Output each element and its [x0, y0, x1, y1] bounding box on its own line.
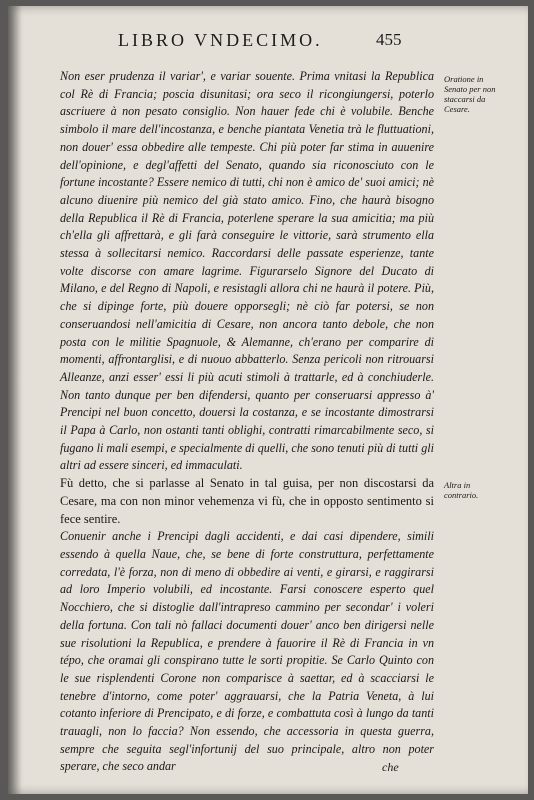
marginal-note-oration: Oratione in Senato per non staccarsi da Cesare.	[444, 74, 496, 114]
paragraph-narration: Fù detto, che si parlasse al Senato in tal guisa, per non discostarsi da Cesare, ma con non minor vehemenza vi fù, che in opposto sentimento si fece sentire.	[60, 476, 434, 526]
paragraph-oration: Non eser prudenza il variar', e variar souente. Prima vnitasi la Republica col Rè di Francia; poscia disunitasi; ora seco il ricongiungersi, poterlo ascriuere à non pesato consiglio. Non hauer fede chi è volubile. Benche simbolo il mare dell'incostanza, e benche piantata Venetia trà le fluttuationi, non douer' essa obbedire alle tempeste. Chi più poter far stima in auuenire dell'opinione, e degl'affetti del Senato, quando sia riconosciuto con le fortune incostante? Essere nemico di tutti, chi non è amico de' suoi amici; nè alcuno diuenire più nemico del già stato amico. Fino, che haurà bisogno della Republica il Rè di Francia, poterlene sperare la sua amicitia; ma più ch'ella gli affrettarà, e gli farà conseguire le vittorie, sarà strumento ella stessa à sollecitarsi nemico. Raccordarsi delle passate esperienze, tante volte discorse con amare lagrime. Figurarselo Signore del Ducato di Milano, e del Regno di Napoli, e resistagli allora chi ne haurà il potere. Più, che si dipinge forte, più douere opporsegli; nè ciò far potersi, se non conseruandosi nell'amicitia di Cesare, non ancora tanto debole, che non posta con le militie Spagnuole, & Alemanne, ch'erano per comparire di momenti, affrontarglisi, e di nuouo abbatterlo. Senza pericoli non ritrouarsi Alleanze, anzi esser' essi li più acuti stimoli à trattarle, ed à conchiuderle. Non tanto dunque per ben difendersi, quanto per conseruarsi appresso à' Prencipi nel buon concetto, douersi la costanza, e se incostante dimostrarsi il Papa à Carlo, non ostanti tanti oblighi, contratti rimarcabilmente seco, si fugano li mali esempi, e specialmente di quelli, che sono tenuti più di tutti gli altri ad essere sinceri, ed immaculati.	[60, 69, 434, 473]
gutter-shadow	[8, 6, 22, 794]
book-page	[8, 6, 528, 794]
page-number: 455	[376, 30, 402, 49]
paragraph-contrary: Conuenir anche i Prencipi dagli accidenti, e dai casi dipendere, simili essendo à quella Naue, che, se bene di forte construttura, perfettamente corredata, l'è forza, non di meno di obbedire ai venti, e girarsi, e raggirarsi ad loro Imperio volubili, ed incostante. Farsi conoscere esperto quel Nocchiero, che si distoglie dall'intrapreso cammino per secondar' i voleri della fortuna. Con tali nò fallaci documenti douer' anco ben dirigersi nelle sue risolutioni la Republica, e prendere à fauorire il Rè di Francia in vn tépo, che oramai gli conspirano tutte le sorti propitie. Se Carlo Quinto con le sue risplendenti Corone non comparisce à saettar, ed à scacciarsi le tenebre d'intorno, come poter' aggrauarsi, che la Patria Veneta, à lui cotanto inferiore di Prencipato, e di forze, e combattuta così à lungo da tanti trauagli, non lo faccia? Non essendo, che accessoria in questa guerra, sempre che seguita segl'infortunij del suo principale, altro non poter sperare, che seco andar	[60, 529, 434, 774]
running-title: LIBRO VNDECIMO.	[118, 30, 323, 50]
text-body	[60, 68, 434, 776]
catchword: che	[382, 760, 399, 774]
marginal-note-contrary: Altra in contrario.	[444, 480, 479, 500]
